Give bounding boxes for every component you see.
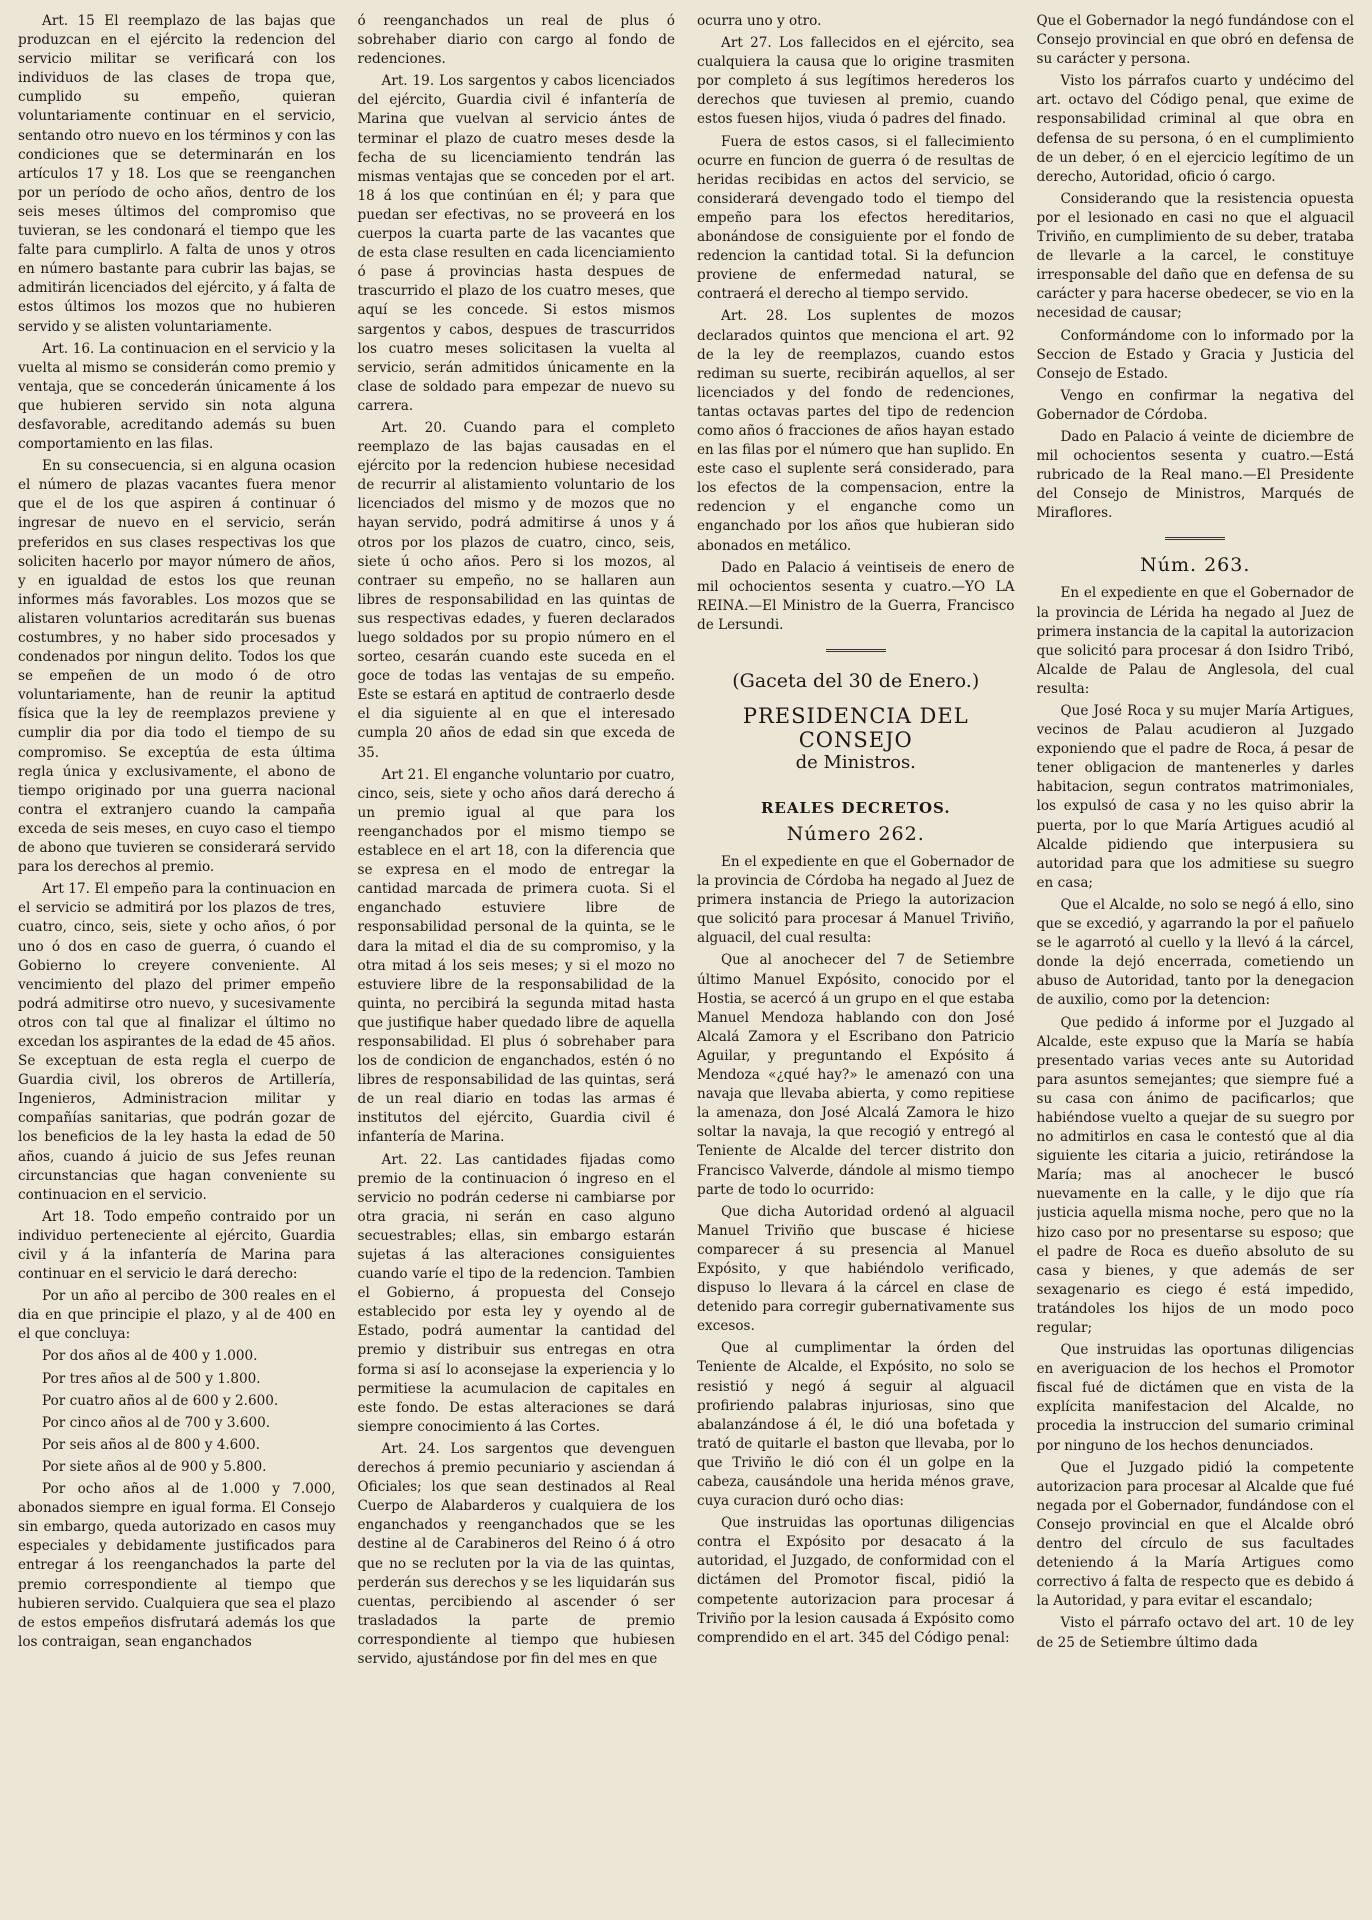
decree-number: Núm. 263. (1140, 554, 1251, 577)
article-17: Art 17. El empeño para la continuacion en el servicio se admitirá por los plazos de tres, cuatro, cinco, seis, siete y ocho años, ó por uno ó dos en caso de guerra, ó cuando el Gobierno lo creyere conveniente. Al vencimiento del plazo del primer empeño podrá admitirse otro nuevo, y sucesivamente otros con tal que al finalizar el último no excedan los aspirantes de la edad de 45 años. Se exceptuan de esta regla el cuerpo de Guardia civil, los obreros de Artillería, Ingenieros, Administracion militar y compañías sanitarias, que podrán gozar de los beneficios de la ley hasta la edad de 50 años, cuando á juicio de sus Jefes reunan circunstancias que hagan conveniente su continuacion en el servicio. (18, 881, 336, 1203)
premium-line: Por tres años al de 500 y 1.800. (42, 1370, 261, 1387)
premium-line: Por cuatro años al de 600 y 2.600. (42, 1392, 279, 1409)
decrees-heading: REALES DECRETOS. (760, 799, 951, 817)
signature-paragraph: Dado en Palacio á veintiseis de enero de mil ochocientos sesenta y cuatro.—YO LA REINA.—El Ministro de la Guerra, Francisco de Lersundi. (697, 559, 1015, 633)
article-28: Art. 28. Los suplentes de mozos declarados quintos que menciona el art. 92 de la ley de reemplazos, cuando estos rediman su suerte, recibirán aquellos, al ser licenciados y del fondo de redenciones, tantas octavas partes del tipo de redencion como años ó fracciones de años hayan estado en las filas por el número que han suplido. En este caso el suplente será considerado, para los efectos de la compensacion, entre la redencion y el enganche como un enganchado por los años que hubieran sido abonados en metálico. (697, 308, 1015, 554)
section-divider (1165, 537, 1225, 540)
column-4 (1037, 12, 1355, 1920)
premium-line: Por dos años al de 400 y 1.000. (42, 1348, 258, 1365)
article-27: Art 27. Los fallecidos en el ejército, sea cualquiera la causa que lo origine trasmiten por completo á sus legítimos herederos los derechos que tuviesen al premio, cuando estos fuesen hijos, viuda ó padres del finado. (697, 35, 1015, 128)
paragraph: Que el Juzgado pidió la competente autorizacion para procesar al Alcalde que fué negada por el Gobernador, fundándose con el Consejo provincial en que el Alcalde obró dentro del círculo de sus facultades deteniendo á la María Artigues como correctivo á falta de respecto que es debido á la Autoridad, y para evitar el escandalo; (1036, 1459, 1354, 1610)
paragraph: Visto el párrafo octavo del art. 10 de ley de 25 de Setiembre último dada (1036, 1615, 1354, 1651)
premium-line: Por seis años al de 800 y 4.600. (42, 1436, 260, 1453)
paragraph: En su consecuencia, si en alguna ocasion el número de plazas vacantes fuera menor que el de los que aspiren á continuar ó ingresar de nuevo en el servicio, serán preferidos en sus clases respectivas los que soliciten hacerlo por mayor número de años, y en igualdad de estos los que reunan informes más favorables. Los mozos que se alistaren voluntarios acreditarán sus buenas costumbres, y no haber sido procesados y condenados por ningun delito. Todos los que se empeñen de un modo ó de otro voluntariamente, han de reunir la aptitud física que la ley de reemplazos previene y cumplir dia por dia todo el tiempo de su compromiso. Se exceptúa de esta última regla única y exclusivamente, el abono de tiempo originado por una guerra nacional contra el extranjero cuando la campaña exceda de seis meses, en cuyo caso el tiempo de abono que tuvieren se considerará servido para los derechos al premio. (18, 458, 336, 876)
column-1 (18, 12, 336, 1920)
premium-line: Por cinco años al de 700 y 3.600. (42, 1414, 271, 1431)
article-21: Art 21. El enganche voluntario por cuatro, cinco, seis, siete y ocho años dará derecho á un premio igual al que para los reenganchados por el mismo tiempo se establece en el art 18, con la diferencia que se expresa en el modo de entregar la cantidad marcada de primera cuota. Si el enganchado estuviere libre de responsabilidad personal de la quinta, se le dara la mitad el dia de su compromiso, y la otra mitad á los seis meses; y si el mozo no estuviere libre de la responsabilidad de la quinta, no percibirá la segunda mitad hasta que justifique haber quedado libre de aquella responsabilidad. El plus ó sobrehaber para los de condicion de enganchados, estén ó no libres de responsabilidad de las quintas, será de un real diario en todas las armas é institutos del ejército, Guardia civil é infantería de Marina. (357, 766, 675, 1146)
paragraph: Que el Gobernador la negó fundándose con el Consejo provincial en que obró en defensa de su carácter y persona. (1036, 13, 1354, 68)
premium-line: Por siete años al de 900 y 5.800. (42, 1458, 267, 1475)
section-subtitle: de Ministros. (795, 752, 916, 773)
paragraph: Que dicha Autoridad ordenó al alguacil Manuel Triviño que buscase é hiciese comparecer á su presencia al Manuel Expósito, y que habiéndolo verificado, dispuso lo llevara á la cárcel en clase de detenido para corregir gubernativamente sus excesos. (697, 1203, 1015, 1335)
paragraph: Que al cumplimentar la órden del Teniente de Alcalde, el Expósito, no solo se resistió y negó á seguir al alguacil profiriendo palabras injuriosas, sino que abalanzándose á él, le dió una bofetada y trató de quitarle el baston que llevaba, por lo que Triviño le dió con él un golpe en la cabeza, causándole una herida ménos grave, cuya curacion duró ocho dias: (697, 1340, 1015, 1510)
paragraph: Visto los párrafos cuarto y undécimo del art. octavo del Código penal, que exime de responsabilidad criminal al que obra en defensa de su persona, ó en el cumplimiento de un deber, ó en el ejercicio legítimo de un derecho, Autoridad, oficio ó cargo. (1036, 73, 1354, 185)
paragraph: Que instruidas las oportunas diligencias en averiguacion de los hechos el Promotor fiscal fué de dictámen que en vista de la explícita manifestacion del Alcalde, no procedia la instruccion del sumario criminal por ninguno de los hechos denunciados. (1036, 1342, 1354, 1454)
paragraph: Que al anochecer del 7 de Setiembre último Manuel Expósito, conocido por el Hostia, se acercó á un grupo en el que estaba Manuel Mendoza hablando con don José Alcalá Zamora y el Escribano don Patricio Aguilar, y preguntando el Expósito á Mendoza «¿qué hay?» le amenazó con una navaja que llevaba abierta, y como repitiese la amenaza, don José Alcalá Zamora le hizo soltar la navaja, la que recogió y entregó al Teniente de Alcalde del tercer distrito don Francisco Valverde, dándole al mismo tiempo parte de todo lo ocurrido: (697, 952, 1015, 1198)
article-15: Art. 15 El reemplazo de las bajas que produzcan en el ejército la redencion del servicio militar se verificará con los individuos de las clases de tropa que, cumplido su empeño, quieran voluntariamente continuar en el servicio, sentando otro nuevo en los términos y con las condiciones que se determinarán en los artículos 17 y 18. Los que se reenganchen por un período de ocho años, dentro de los seis meses últimos del compromiso que tuvieran, se les condonará el tiempo que les falte para cumplirlo. A falta de unos y otros en número bastante para cubrir las bajas, se admitirán licenciados del ejército, y á falta de estos últimos los mozos que no hubieren servido y se alisten voluntariamente. (18, 13, 336, 335)
section-title: PRESIDENCIA DEL CONSEJO (742, 704, 969, 752)
paragraph: ó reenganchados un real de plus ó sobrehaber diario con cargo al fondo de redenciones. (357, 13, 675, 68)
article-16: Art. 16. La continuacion en el servicio y la vuelta al mismo se considerán como premio y ventaja, que se concederán únicamente á los que hubieren servido sin nota alguna desfavorable, acreditando además su buen comportamiento en las filas. (18, 340, 336, 453)
article-22: Art. 22. Las cantidades fijadas como premio de la continuacion ó ingreso en el servicio no podrán cederse ni cambiarse por otra gracia, ni serán en caso alguno secuestrables; ellas, sin embargo estarán sujetas á las alteraciones consiguientes cuando varíe el tipo de la redencion. Tambien el Gobierno, á propuesta del Consejo establecido por esta ley y oyendo al de Estado, podrá aumentar la cantidad del premio y distribuir sus entregas en otra forma si así lo aconsejase la experiencia y lo permitiese la acumulacion de capitales en este fondo. De estas alteraciones se dará siempre conocimiento á las Cortes. (357, 1151, 675, 1435)
gazette-heading: (Gaceta del 30 de Enero.) (732, 670, 980, 692)
paragraph: Vengo en confirmar la negativa del Gobernador de Córdoba. (1036, 387, 1354, 423)
paragraph: Que pedido á informe por el Juzgado al Alcalde, este expuso que la María se había presentado varias veces ante su Autoridad para asuntos semejantes; que siempre fué a su casa con ánimo de pacificarlos; que habiéndose vuelto a quejar de su suegro por no admitirlos en casa le contestó que al dia siguiente les citaria a juicio, retirándose la María; mas al anochecer le buscó nuevamente en la calle, y le dijo que ría justicia aquella misma noche, pero que no la hizo caso por no presentarse su esposo; que el padre de Roca es dueño absoluto de su casa y bienes, y que además de ser sexagenario es ciego é está impedido, tratándoles los hijos de un modo poco regular; (1036, 1014, 1354, 1336)
column-2 (358, 12, 676, 1920)
paragraph: Por un año al percibo de 300 reales en el dia en que principie el plazo, y al de 400 en el que concluya: (18, 1288, 336, 1343)
article-18: Art 18. Todo empeño contraido por un individuo perteneciente al ejército, Guardia civil y á la infantería de Marina para continuar en el servicio le dará derecho: (18, 1208, 336, 1283)
article-20: Art. 20. Cuando para el completo reemplazo de las bajas causadas en el ejército por la redencion hubiese necesidad de recurrir al alistamiento voluntario de los licenciados del mismo y de mozos que no hayan servido, podrá admitirse á unos y á otros por los plazos de cuatro, cinco, seis, siete ú ocho años. Pero si los mozos, al contraer su empeño, no se hallaren aun libres de responsabilidad en las quintas de sus respectivas edades, y fueren declarados luego soldados por su propio número en el sorteo, cesarán cuando este suceda en el goce de todas las ventajas de su empeño. Este se estará en aptitud de contraerlo desde el dia siguiente al en que el interesado cumpla 20 años de edad sin que exceda de 35. (357, 419, 675, 761)
paragraph: Que José Roca y su mujer María Artigues, vecinos de Palau acudieron al Juzgado exponiendo que el padre de Roca, á pesar de tener obligacion de mantenerles y darles habitacion, segun contratos matrimoniales, los expulsó de casa y no les quiso abrir la puerta, por lo que María Artigues acudió al Alcalde pidiendo que interpusiera su autoridad para que los admitiese su suegro en casa; (1036, 703, 1354, 891)
paragraph: Por ocho años al de 1.000 y 7.000, abonados siempre en igual forma. El Consejo sin embargo, queda autorizado en casos muy especiales y debidamente justificados para entregar á los reenganchados la parte del premio correspondiente al tiempo que hubieren servido. Cualquiera que sea el plazo de estos empeños disfrutará además los que los contraigan, sean enganchados (18, 1481, 336, 1650)
paragraph: Conformándome con lo informado por la Seccion de Estado y Gracia y Justicia del Consejo de Estado. (1036, 327, 1354, 382)
signature-paragraph: Dado en Palacio á veinte de diciembre de mil ochocientos sesenta y cuatro.—Está rubricado de la Real mano.—El Presidente del Consejo de Ministros, Marqués de Miraflores. (1036, 428, 1354, 522)
paragraph: Que instruidas las oportunas diligencias contra el Expósito por desacato á la autoridad, el Juzgado, de conformidad con el dictámen del Promotor fiscal, pidió la competente autorizacion para procesar á Triviño por la lesion causada á Expósito como comprendido en el art. 345 del Código penal: (697, 1515, 1015, 1646)
paragraph: ocurra uno y otro. (697, 13, 822, 29)
text-columns (18, 12, 1354, 1920)
article-19: Art. 19. Los sargentos y cabos licenciados del ejército, Guardia civil é infantería de Marina que vuelvan al servicio ántes de terminar el plazo de cuatro meses desde la fecha de su licenciamiento tendrán las mismas ventajas que se conceden por el art. 18 á los que continúan en él; y para que puedan ser efectivas, no se proveerá en los cuerpos la cuarta parte de las vacantes que de esta clase resulten en cada licenciamiento ó pase á provincias hasta despues de trascurrido el plazo de los cuatro meses, que aquí se les concede. Si estos mismos sargentos y cabos, despues de trascurridos los cuatro meses solicitasen la vuelta al servicio, serán admitidos únicamente en la clase de soldado para empezar de nuevo su carrera. (357, 73, 675, 414)
article-24: Art. 24. Los sargentos que devenguen derechos á premio pecuniario y asciendan á Oficiales; los que sean destinados al Real Cuerpo de Alabarderos y cualquiera de los enganchados y reenganchados que se les destine al de Carabineros del Reino ó á otro que no se recluten por la via de las quintas, perderán sus derechos y se les liquidarán sus cuentas, percibiendo al ascender ó ser trasladados la parte de premio correspondiente al tiempo que hubiesen servido, ajustándose por fin del mes en que (357, 1440, 675, 1667)
paragraph: En el expediente en que el Gobernador de la provincia de Córdoba ha negado al Juez de primera instancia de Priego la autorizacion que solicitó para procesar á Manuel Triviño, alguacil, del cual resulta: (697, 854, 1015, 947)
section-divider (826, 649, 886, 652)
paragraph: Considerando que la resistencia opuesta por el lesionado en casi no que el alguacil Triviño, en cumplimiento de su deber, trataba de llevarle a la carcel, le constituye irresponsable del daño que en defensa de su carácter y para hacerse obedecer, se vio en la necesidad de causar; (1036, 190, 1354, 322)
paragraph: Que el Alcalde, no solo se negó á ello, sino que se excedió, y agarrando la por el pañuelo se le agarrotó al cuello y la llevó á la cárcel, donde la dejó encerrada, cometiendo un abuso de Autoridad, tanto por la denegacion de auxilio, como por la detencion: (1036, 896, 1354, 1009)
paragraph: En el expediente en que el Gobernador de la provincia de Lérida ha negado al Juez de primera instancia de la capital la autorizacion que solicitó para procesar á don Isidro Tribó, Alcalde de Palau de Anglesola, del cual resulta: (1036, 585, 1354, 697)
paragraph: Fuera de estos casos, si el fallecimiento ocurre en funcion de guerra ó de resultas de heridas recibidas en actos del servicio, se considerará devengado todo el tiempo del empeño para los efectos hereditarios, abonándose de consiguiente por el fondo de redencion la cantidad total. Si la defuncion proviene de enfermedad natural, se contraerá el derecho al tiempo servido. (697, 133, 1015, 303)
decree-number: Número 262. (786, 823, 925, 845)
column-3 (697, 12, 1015, 1920)
